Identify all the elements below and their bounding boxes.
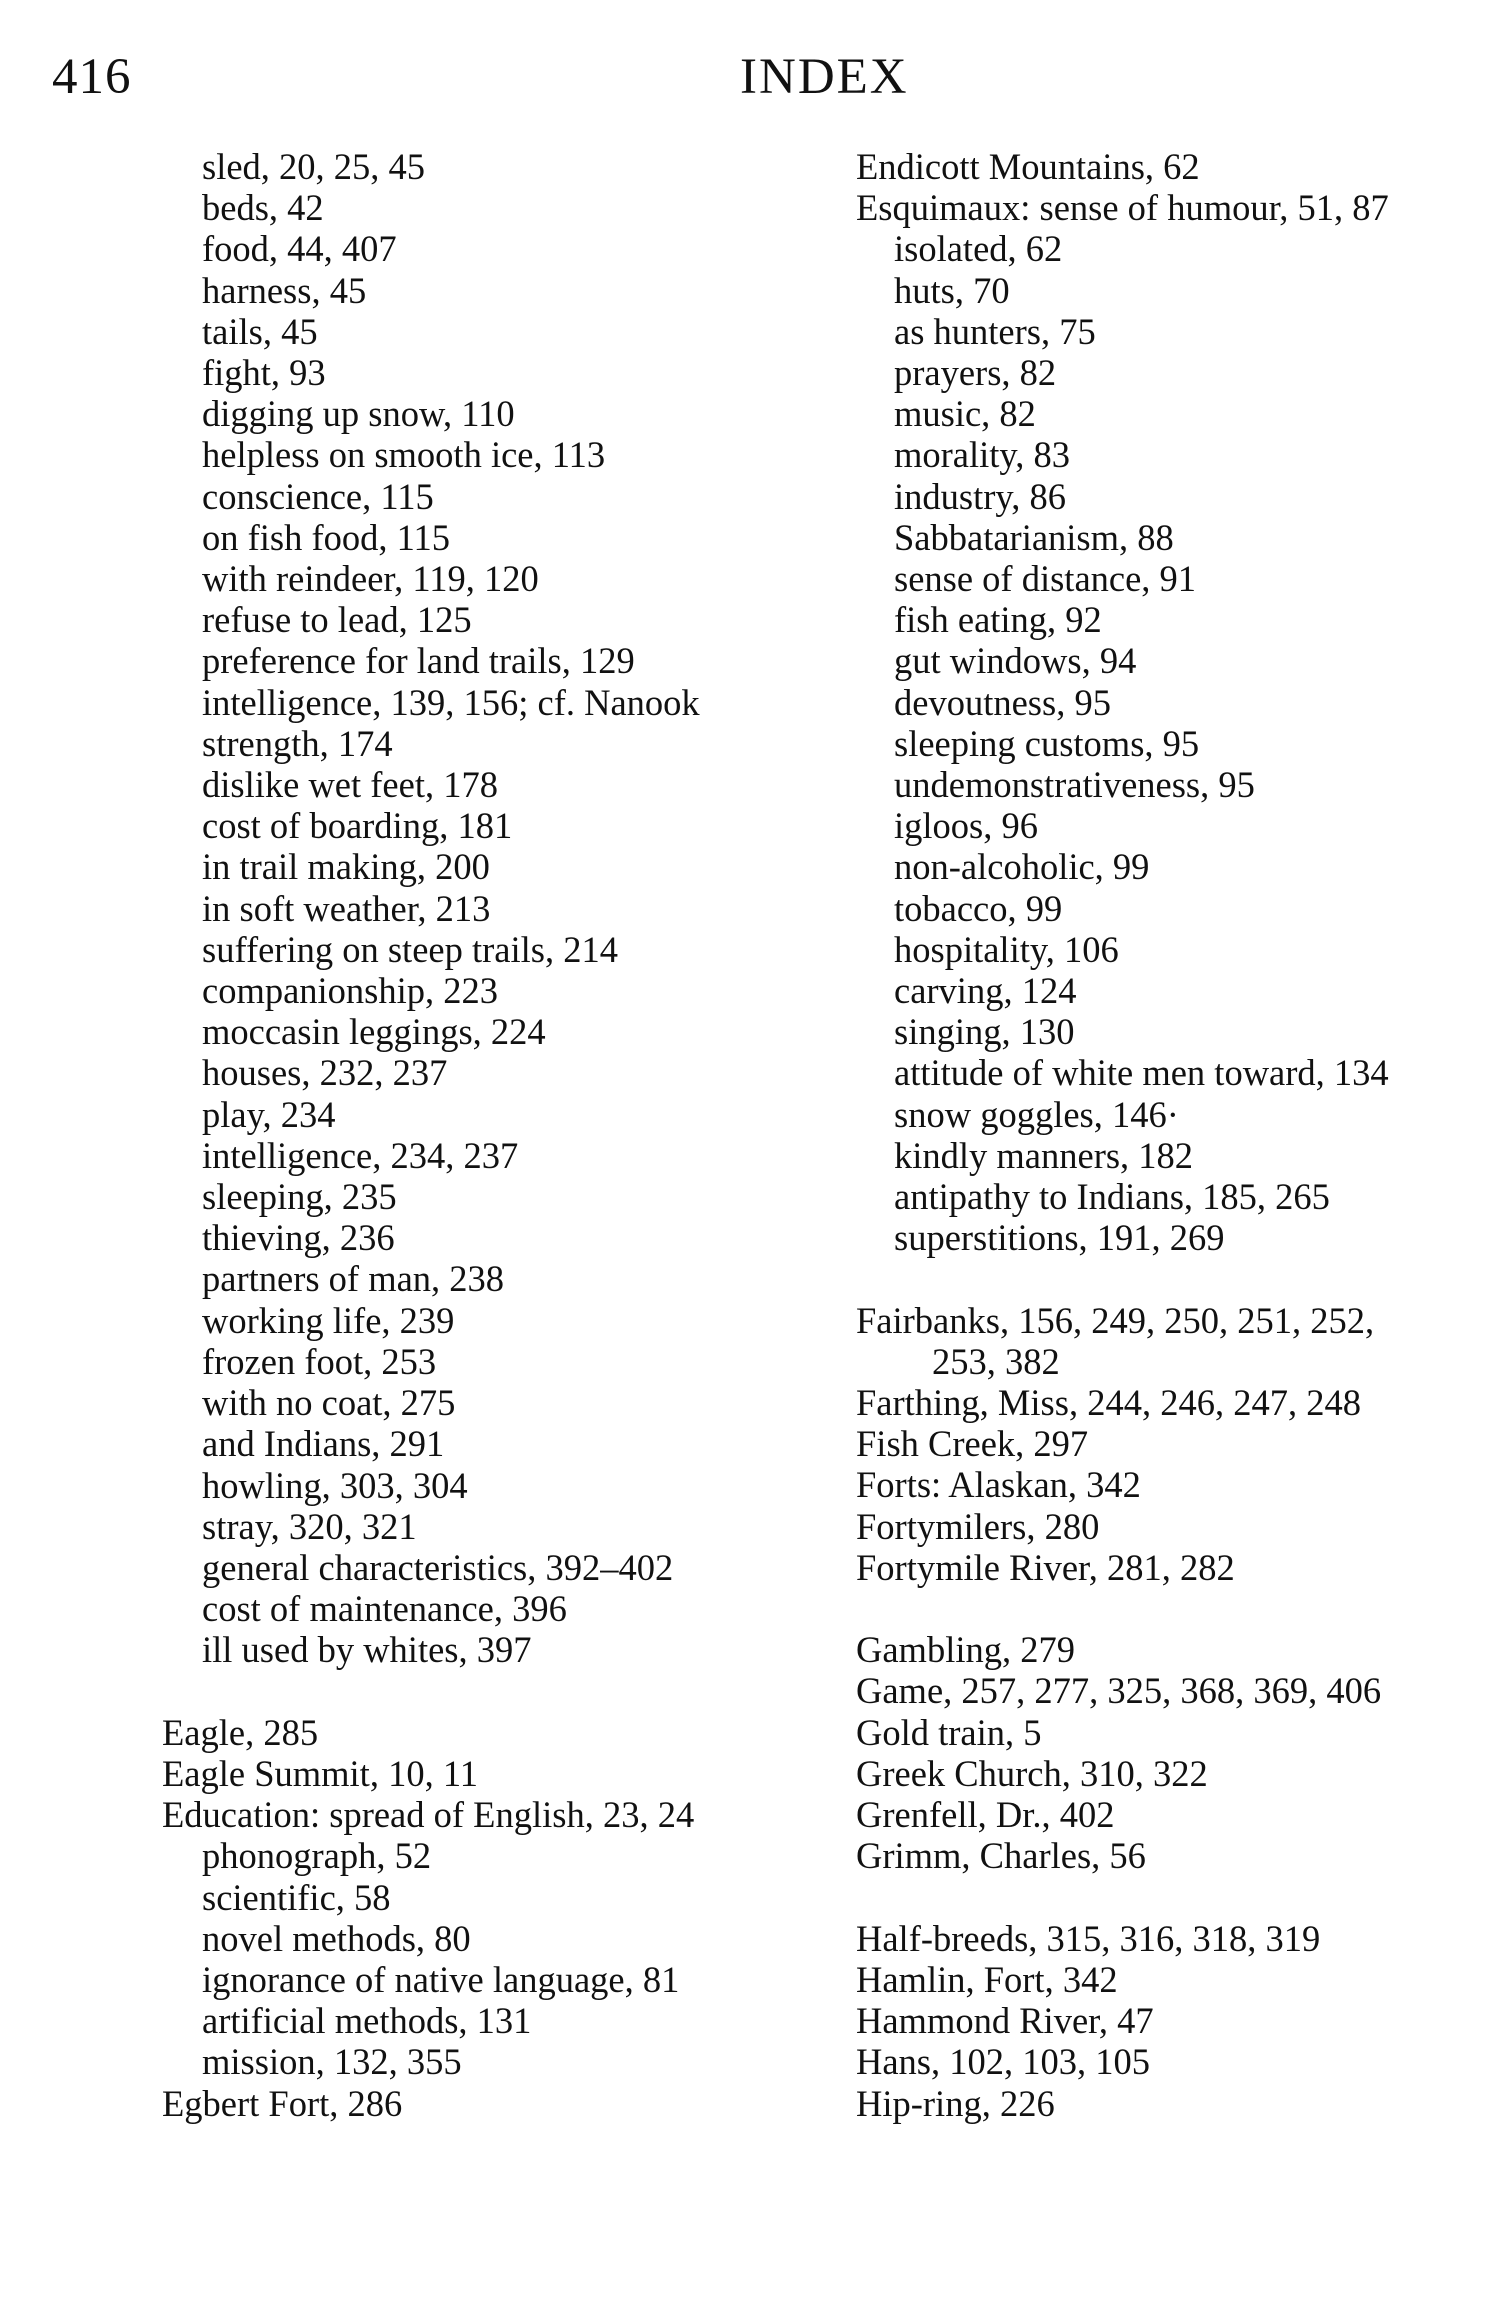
index-entry: Hammond River, 47 [856,2000,1154,2042]
entry-spacer [856,1588,1476,1629]
index-subentry: hospitality, 106 [894,928,1119,970]
index-subentry: ill used by whites, 397 [202,1629,532,1671]
index-subentry: morality, 83 [894,434,1071,476]
index-subentry: preference for land trails, 129 [202,640,635,682]
index-subentry: companionship, 223 [202,970,499,1012]
index-subentry: igloos, 96 [894,805,1038,847]
index-subentry: fish eating, 92 [894,599,1102,641]
index-subentry: antipathy to Indians, 185, 265 [894,1176,1330,1218]
index-entry: Gambling, 279 [856,1629,1075,1671]
index-entry: Eagle Summit, 10, 11 [162,1752,478,1794]
index-subentry: novel methods, 80 [202,1917,471,1959]
index-subentry: fight, 93 [202,352,326,394]
index-subentry: phonograph, 52 [202,1835,432,1877]
index-subentry: 253, 382 [932,1340,1060,1382]
index-entry: Hip-ring, 226 [856,2082,1055,2124]
index-subentry: suffering on steep trails, 214 [202,928,618,970]
index-subentry: frozen foot, 253 [202,1340,437,1382]
index-subentry: sleeping customs, 95 [894,722,1200,764]
index-entry: Fairbanks, 156, 249, 250, 251, 252, [856,1299,1375,1341]
index-entry: Gold train, 5 [856,1711,1042,1753]
index-entry: Greek Church, 310, 322 [856,1752,1208,1794]
running-title: INDEX [740,49,909,105]
index-subentry: kindly manners, 182 [894,1134,1194,1176]
index-subentry: undemonstrativeness, 95 [894,764,1255,806]
index-subentry: strength, 174 [202,722,393,764]
index-subentry: sense of distance, 91 [894,558,1197,600]
index-subentry: artificial methods, 131 [202,2000,532,2042]
index-entry: Fortymile River, 281, 282 [856,1546,1235,1588]
index-subentry: carving, 124 [894,970,1077,1012]
index-entry: Fish Creek, 297 [856,1423,1089,1465]
entry-spacer [856,1877,1476,1918]
index-entry: Grimm, Charles, 56 [856,1835,1146,1877]
index-subentry: singing, 130 [894,1011,1075,1053]
index-entry: Grenfell, Dr., 402 [856,1794,1115,1836]
index-subentry: huts, 70 [894,269,1010,311]
index-subentry: mission, 132, 355 [202,2041,462,2083]
index-subentry: superstitions, 191, 269 [894,1217,1225,1259]
index-subentry: isolated, 62 [894,228,1063,270]
index-subentry: prayers, 82 [894,352,1057,394]
index-entry: Game, 257, 277, 325, 368, 369, 406 [856,1670,1382,1712]
index-subentry: scientific, 58 [202,1876,391,1918]
index-subentry: intelligence, 139, 156; cf. Nanook [202,681,700,723]
index-subentry: in soft weather, 213 [202,887,491,929]
index-subentry: non-alcoholic, 99 [894,846,1150,888]
index-subentry: general characteristics, 392–402 [202,1546,674,1588]
index-subentry: tails, 45 [202,310,318,352]
index-entry: Hamlin, Fort, 342 [856,1958,1118,2000]
index-subentry: sleeping, 235 [202,1176,397,1218]
index-subentry: in trail making, 200 [202,846,490,888]
index-subentry: partners of man, 238 [202,1258,505,1300]
index-subentry: attitude of white men toward, 134 [894,1052,1389,1094]
index-subentry: conscience, 115 [202,475,434,517]
index-subentry: and Indians, 291 [202,1423,445,1465]
index-subentry: industry, 86 [894,475,1067,517]
index-subentry: music, 82 [894,393,1036,435]
index-subentry: houses, 232, 237 [202,1052,448,1094]
index-subentry: on fish food, 115 [202,516,451,558]
index-subentry: food, 44, 407 [202,228,397,270]
index-subentry: refuse to lead, 125 [202,599,472,641]
index-entry: Farthing, Miss, 244, 246, 247, 248 [856,1382,1361,1424]
entry-spacer [202,1671,852,1712]
index-subentry: cost of maintenance, 396 [202,1588,567,1630]
index-subentry: helpless on smooth ice, 113 [202,434,606,476]
index-entry: Forts: Alaskan, 342 [856,1464,1141,1506]
page-header [0,48,1497,118]
index-entry: Hans, 102, 103, 105 [856,2041,1151,2083]
index-subentry: howling, 303, 304 [202,1464,468,1506]
index-entry: Esquimaux: sense of humour, 51, 87 [856,187,1389,229]
index-subentry: sled, 20, 25, 45 [202,146,426,187]
entry-spacer [856,1258,1476,1299]
index-subentry: working life, 239 [202,1299,455,1341]
index-subentry: harness, 45 [202,269,367,311]
index-subentry: as hunters, 75 [894,310,1096,352]
index-subentry: tobacco, 99 [894,887,1063,929]
index-entry: Eagle, 285 [162,1711,319,1753]
index-subentry: thieving, 236 [202,1217,395,1259]
index-subentry: moccasin leggings, 224 [202,1011,546,1053]
index-subentry: devoutness, 95 [894,681,1111,723]
index-entry: Education: spread of English, 23, 24 [162,1794,695,1836]
index-column-left [162,146,852,2124]
index-subentry: Sabbatarianism, 88 [894,516,1174,558]
index-subentry: intelligence, 234, 237 [202,1134,519,1176]
page-number: 416 [52,49,132,105]
index-subentry: ignorance of native language, 81 [202,1958,680,2000]
index-subentry: stray, 320, 321 [202,1505,417,1547]
index-subentry: digging up snow, 110 [202,393,515,435]
index-subentry: beds, 42 [202,187,324,229]
index-entry: Half-breeds, 315, 316, 318, 319 [856,1917,1321,1959]
index-entry: Egbert Fort, 286 [162,2082,403,2124]
index-subentry: snow goggles, 146· [894,1093,1179,1135]
index-subentry: play, 234 [202,1093,336,1135]
index-column-right [856,146,1476,2124]
index-subentry: cost of boarding, 181 [202,805,513,847]
index-subentry: with reindeer, 119, 120 [202,558,539,600]
index-entry: Endicott Mountains, 62 [856,146,1200,187]
index-subentry: dislike wet feet, 178 [202,764,498,806]
index-subentry: gut windows, 94 [894,640,1137,682]
index-entry: Fortymilers, 280 [856,1505,1100,1547]
index-subentry: with no coat, 275 [202,1382,456,1424]
